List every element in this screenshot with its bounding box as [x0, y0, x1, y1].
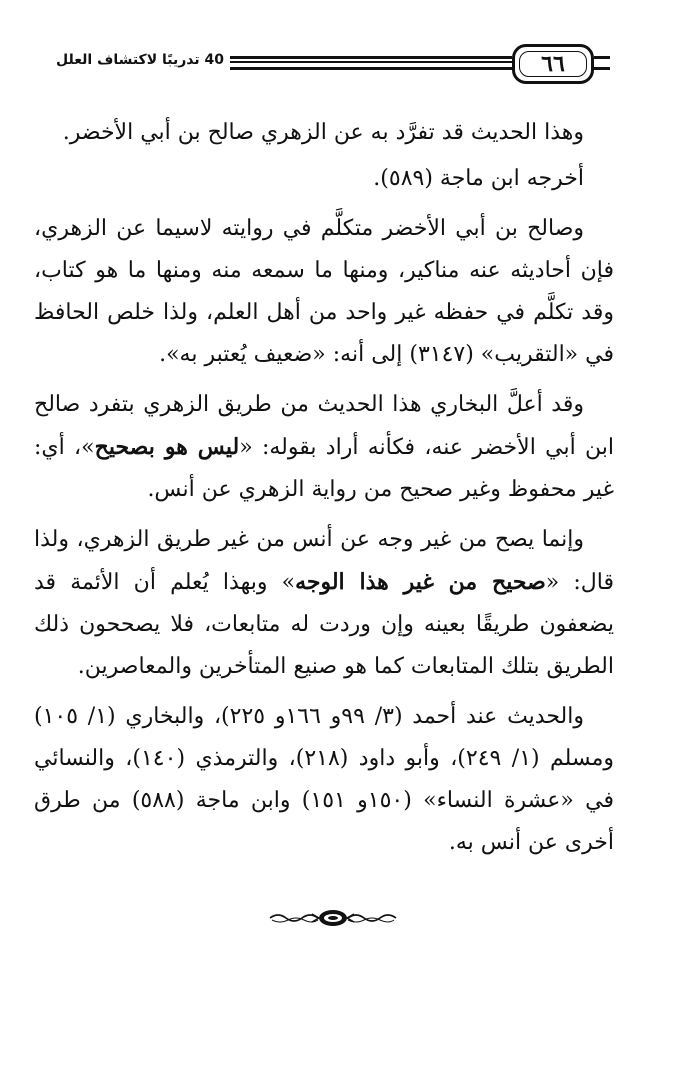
page-header	[24, 44, 610, 90]
page-body	[34, 112, 614, 872]
page-number: ٦٦	[512, 44, 594, 84]
paragraph-text: وإنما يصح من غير وجه عن أنس من غير طريق الزهري، ولذا قال: «	[34, 527, 614, 595]
paragraph-text: »، أي: غير محفوظ وغير صحيح من رواية الزهري عن أنس.	[34, 435, 614, 502]
paragraph: أخرجه ابن ماجة (٥٨٩).	[373, 166, 584, 191]
paragraph: والحديث عند أحمد (٣/ ٩٩و ١٦٦و ٢٢٥)، والبخاري (١/ ١٠٥) ومسلم (١/ ٢٤٩)، وأبو داود (٢١٨)، والترمذي (١٤٠)، والنسائي في «عشرة النساء» (١٥٠و ١٥١) وابن ماجة (٥٨٨) من طرق أخرى عن أنس به.	[34, 704, 615, 855]
paragraph	[34, 519, 614, 688]
header-rule	[230, 56, 512, 70]
emphasized-quote: ليس هو بصحيح	[94, 434, 240, 460]
paragraph-text: وقد أعلَّ البخاري هذا الحديث من طريق الزهري بتفرد صالح ابن أبي الأخضر عنه، فكأنه أراد بقوله: «	[34, 392, 614, 460]
book-title: 40 تدريبًا لاكتشاف العلل	[56, 52, 224, 68]
floral-divider-icon	[268, 906, 398, 928]
paragraph: وصالح بن أبي الأخضر متكلَّم في روايته لاسيما عن الزهري، فإن أحاديثه عنه مناكير، ومنها ما سمعه منه ومنها ما هو كتاب، وقد تكلَّم في حفظه غير واحد من أهل العلم، ولذا خلص الحافظ في «التقريب» (٣١٤٧) إلى أنه: «ضعيف يُعتبر به».	[34, 216, 614, 367]
header-rule-end	[594, 56, 610, 70]
paragraph-text: » وبهذا يُعلم أن الأئمة قد يضعفون طريقًا بعينه وإن وردت له متابعات، فلا يصححون ذلك الطريق بتلك المتابعات كما هو صنيع المتأخرين والمعاصرين.	[34, 570, 614, 679]
emphasized-quote: صحيح من غير هذا الوجه	[295, 569, 546, 595]
paragraph	[34, 384, 614, 511]
paragraph: وهذا الحديث قد تفرَّد به عن الزهري صالح بن أبي الأخضر.	[62, 120, 584, 145]
